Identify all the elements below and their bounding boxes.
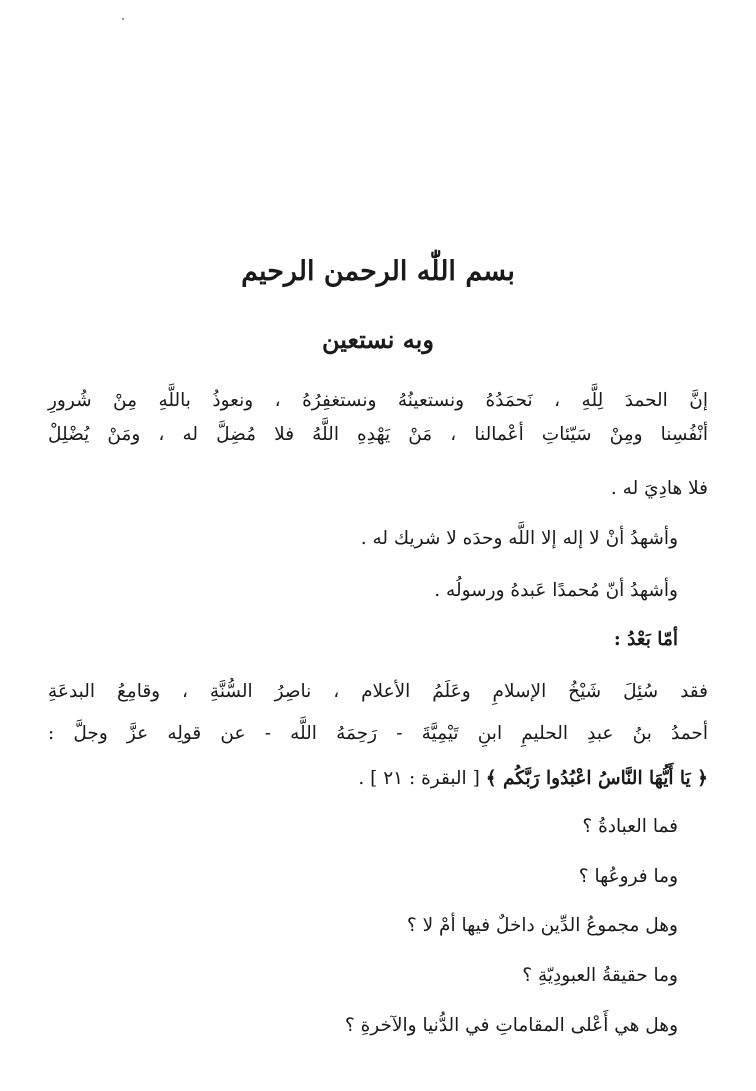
paragraph-line-1: فقد سُئِلَ شَيْخُ الإسلامِ وعَلَمُ الأعلام ، ناصِرُ السُّنَّةِ ، وقامِعُ البدعَةِ xyxy=(48,681,708,702)
question-5: وهل هي أَعْلى المقاماتِ في الدُّنيا والآخرةِ ؟ xyxy=(344,1015,678,1036)
quran-verse: ﴿ يَا أَيُّهَا النَّاسُ اعْبُدُوا رَبَّكُم ﴾ xyxy=(485,768,708,789)
page-corner-mark xyxy=(122,18,124,20)
verse-line xyxy=(358,764,708,794)
basmala-heading: بسم اللّٰه الرحمن الرحيم xyxy=(241,256,515,287)
question-4: وما حقيقةُ العبودِيّةِ ؟ xyxy=(522,965,678,986)
intro-line-2: أنْفُسِنا ومِنْ سَيّئاتِ أعْمالنا ، مَنْ يَهْدِهِ اللَّهُ فلا مُضِلَّ له ، ومَنْ يُضْلِلْ xyxy=(48,424,708,445)
question-2: وما فروعُها ؟ xyxy=(578,866,678,887)
shahada-line-2: وأشهدُ أنّ مُحمدًا عَبدهُ ورسولُه . xyxy=(434,580,678,601)
verse-reference: [ البقرة : ٢١ ] . xyxy=(358,768,480,789)
intro-line-1: إنَّ الحمدَ لِلَّهِ ، نَحمَدُهُ ونستعينُهُ ونستغفِرُهُ ، ونعوذُ باللَّهِ مِنْ شُرورِ xyxy=(48,390,708,411)
subtitle-heading: وبه نستعين xyxy=(322,325,434,354)
shahada-line-1: وأشهدُ أنْ لا إله إلا اللَّه وحدَه لا شريك له . xyxy=(360,528,678,549)
paragraph-line-2: أحمدُ بنُ عبدِ الحليمِ ابنِ تَيْمِيَّةَ - رَحِمَهُ اللَّه - عن قولِه عزَّ وجلَّ : xyxy=(48,723,708,744)
intro-line-3: فلا هادِيَ له . xyxy=(610,478,708,499)
question-1: فما العبادةُ ؟ xyxy=(582,816,678,837)
question-3: وهل مجموعُ الدِّين داخلٌ فيها أمْ لا ؟ xyxy=(406,915,678,936)
amma-badu-heading: أمّا بَعْدُ : xyxy=(613,629,678,650)
